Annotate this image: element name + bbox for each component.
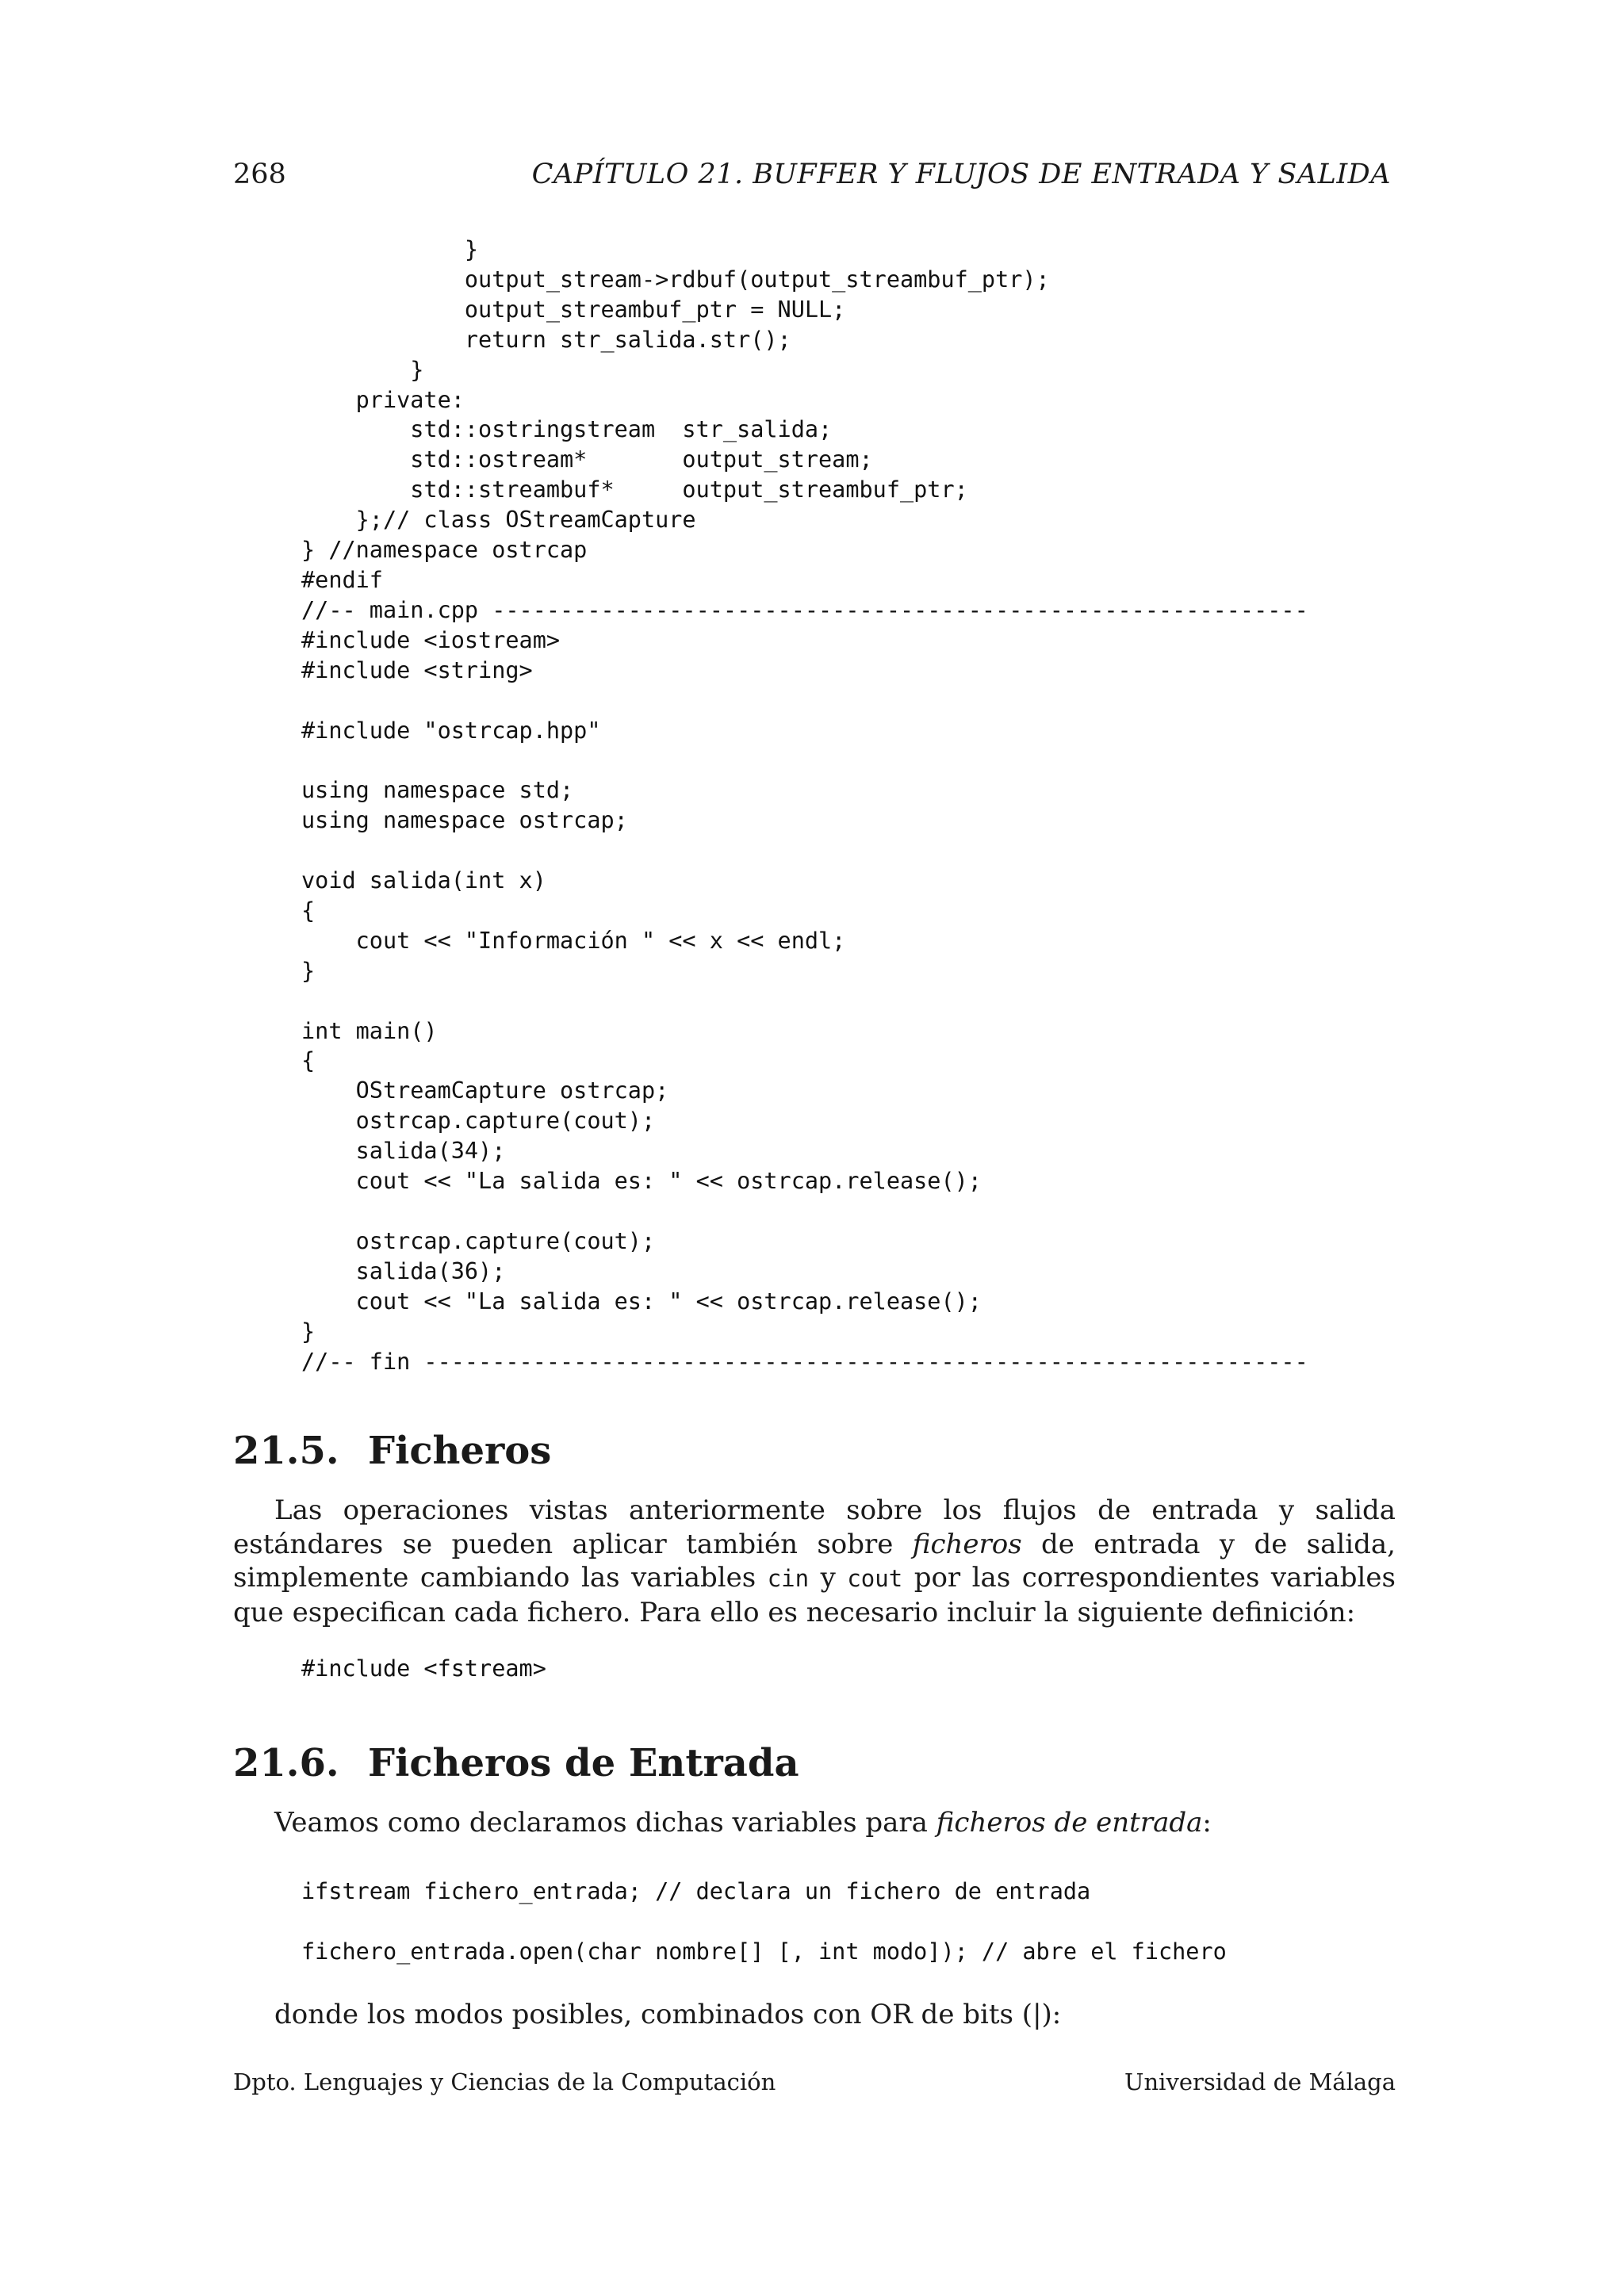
footer-university: Universidad de Málaga	[1124, 2068, 1396, 2095]
section-heading-21-5	[233, 1427, 551, 1475]
paragraph-modos	[233, 1998, 1396, 2032]
section-title: Ficheros de Entrada	[368, 1741, 799, 1785]
emphasis-ficheros-entrada: ficheros de entrada	[936, 1807, 1203, 1839]
code-ifstream-declaration: ifstream fichero_entrada; // declara un fichero de entrada	[301, 1878, 1091, 1904]
paragraph-text: Veamos como declaramos dichas variables para	[274, 1807, 928, 1839]
inline-code-cin: cin	[767, 1565, 810, 1592]
page-footer	[233, 2066, 1396, 2098]
paragraph-entrada-intro	[233, 1806, 1396, 1840]
code-open-call: fichero_entrada.open(char nombre[] [, int modo]); // abre el fichero	[301, 1938, 1227, 1965]
paragraph-text: por las correspondientes variables que especifican cada fichero. Para ello es necesario incluir la siguiente definición:	[233, 1562, 1396, 1628]
page-number: 268	[233, 159, 286, 190]
page-header	[233, 155, 1391, 193]
paragraph-text: y	[820, 1562, 836, 1594]
section-number: 21.6.	[233, 1741, 339, 1785]
section-heading-21-6	[233, 1739, 799, 1787]
paragraph-text: :	[1202, 1807, 1212, 1839]
paragraph-text: Las operaciones vistas anteriormente sobre los flujos de entrada y salida estándares se pueden aplicar también sobre	[233, 1494, 1396, 1560]
section-number: 21.5.	[233, 1429, 339, 1473]
footer-department: Dpto. Lenguajes y Ciencias de la Computación	[233, 2068, 776, 2095]
paragraph-ficheros	[233, 1494, 1396, 1629]
code-listing: } output_stream->rdbuf(output_streambuf_ptr); output_streambuf_ptr = NULL; return str_salida.str(); } private: std::ostringstream str_salida; std::ostream* output_stream; std::streambuf* output_streambuf_ptr; };// class OStreamCapture } //namespace ostrcap #endif //-- main.cpp ------------------------------------------------------------ #include <iostream> #include <string> #include "ostrcap.hpp" using namespace std; using namespace ostrcap; void salida(int x) { cout << "Información " << x << endl; } int main() { OStreamCapture ostrcap; ostrcap.capture(cout); salida(34); cout << "La salida es: " << ostrcap.release(); ostrcap.capture(cout); salida(36); cout << "La salida es: " << ostrcap.release(); } //-- fin -----------------------------------------------------------------	[301, 236, 1308, 1375]
inline-code-cout: cout	[847, 1565, 903, 1592]
code-include-fstream: #include <fstream>	[301, 1655, 546, 1682]
paragraph-text: donde los modos posibles, combinados con OR de bits (|):	[274, 1999, 1062, 2030]
section-title: Ficheros	[368, 1429, 552, 1473]
emphasis-ficheros: ficheros	[912, 1528, 1022, 1560]
running-title: CAPÍTULO 21. BUFFER Y FLUJOS DE ENTRADA Y SALIDA	[531, 159, 1391, 190]
paragraph-text: de entrada y de salida, simplemente cambiando las variables	[233, 1528, 1396, 1594]
